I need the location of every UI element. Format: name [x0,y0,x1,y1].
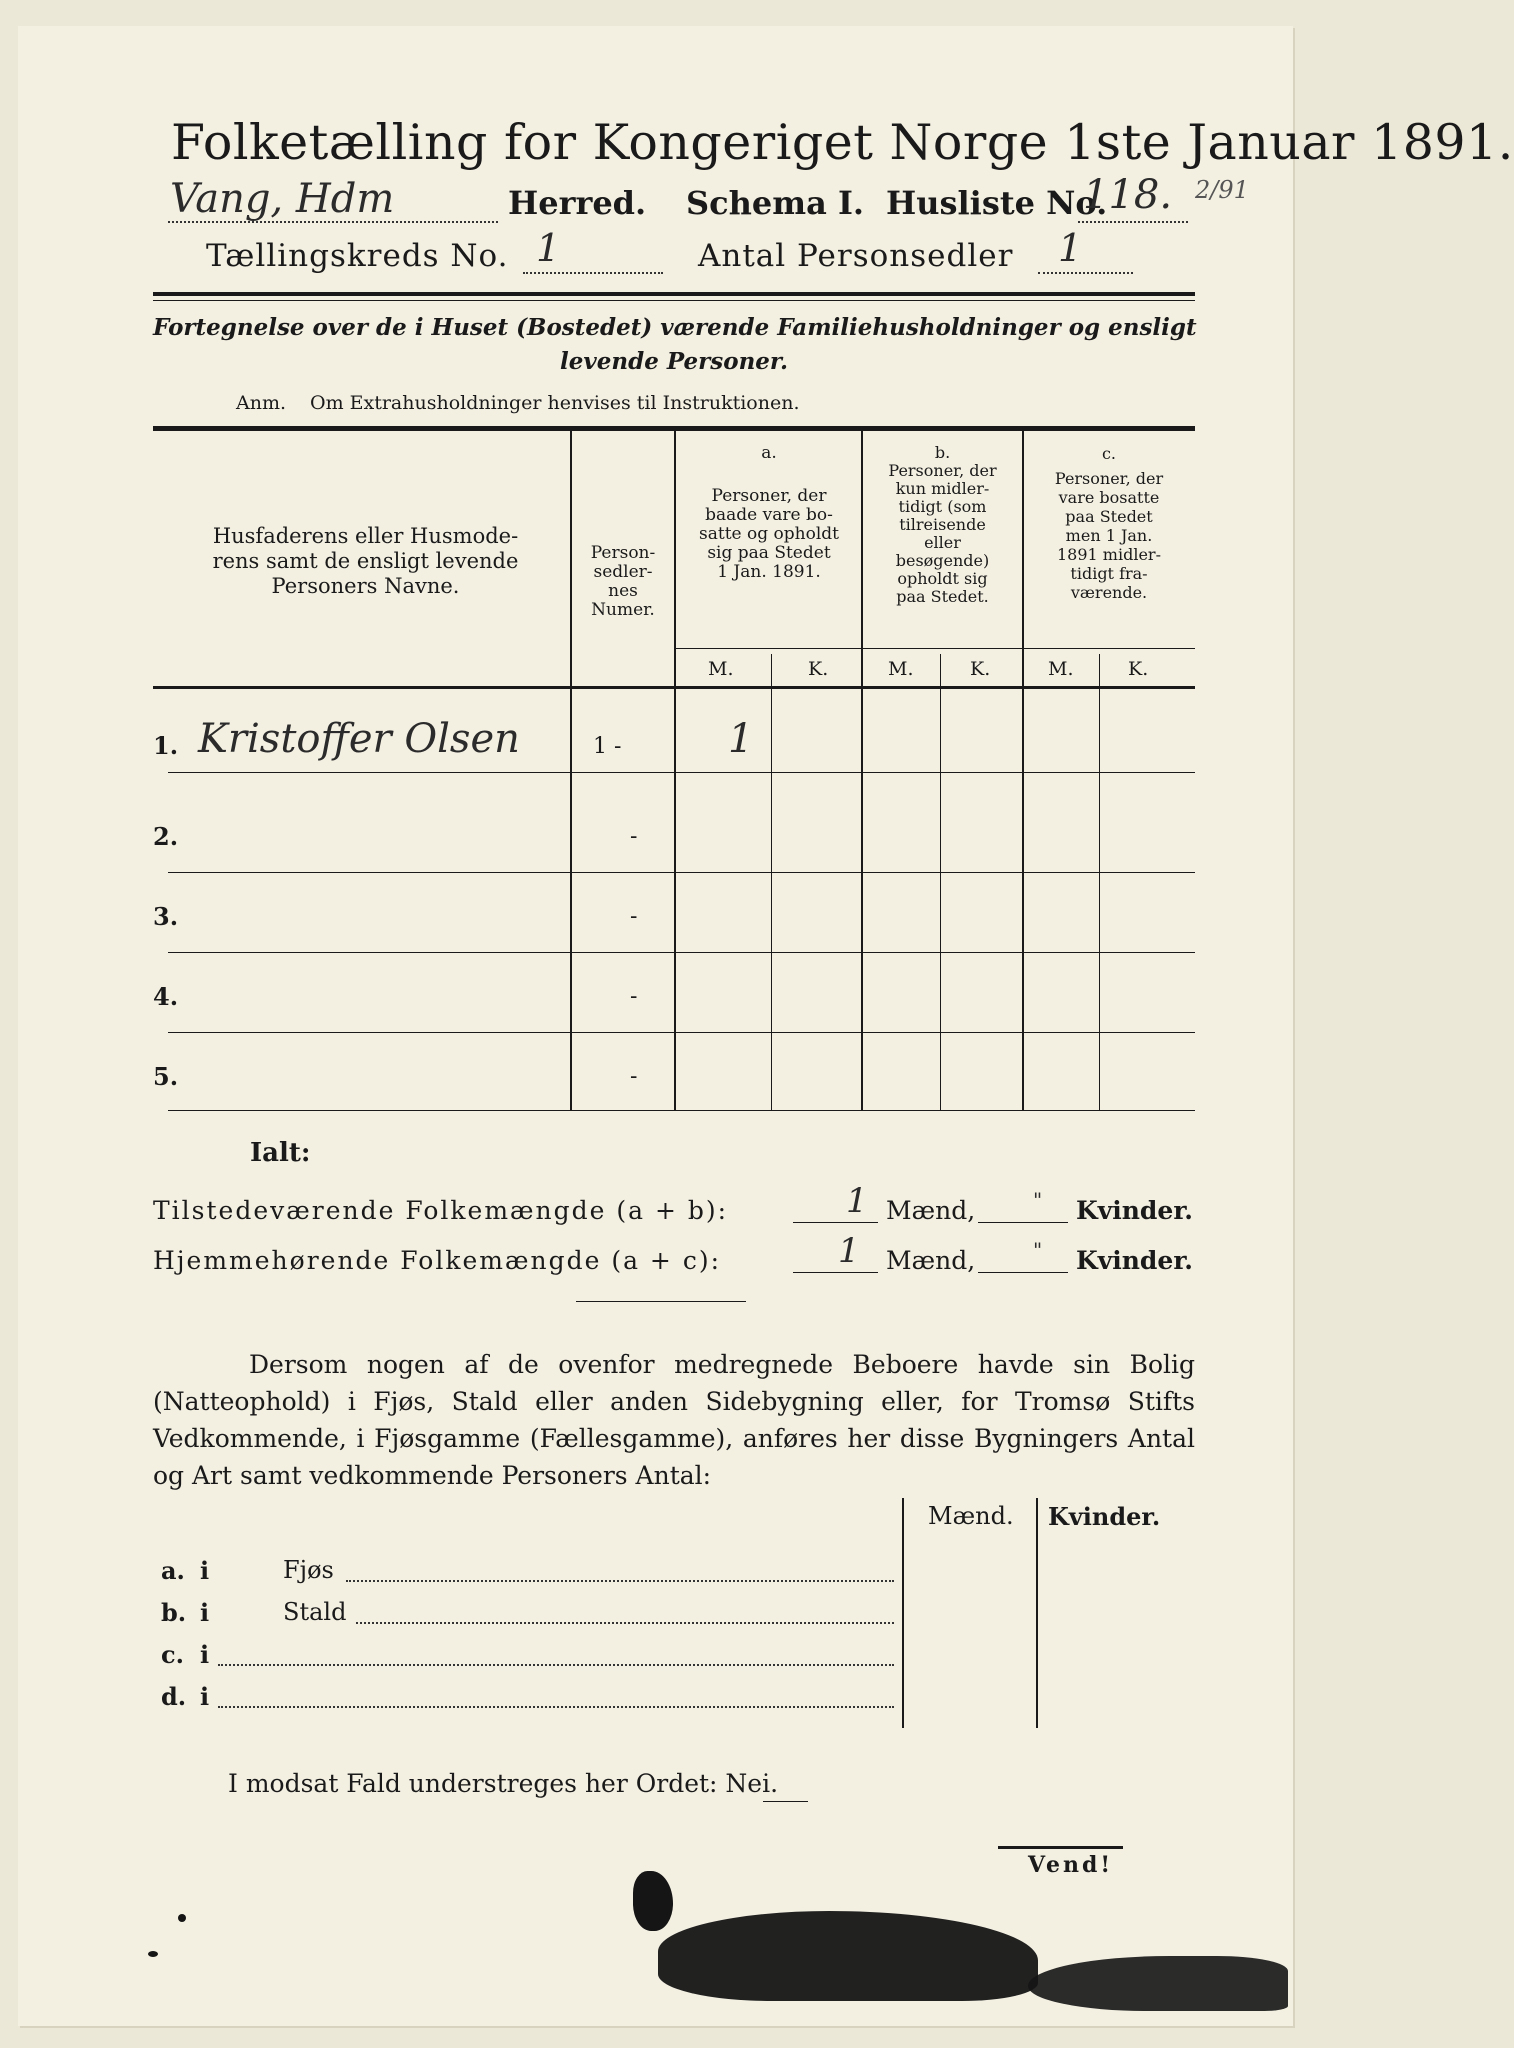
antal-dotted-line [1038,272,1133,274]
section-separator [576,1301,746,1302]
sub-divider-c [1099,654,1100,1111]
col-divider-a [861,431,863,1111]
kreds-dotted-line [523,272,663,274]
row-rule [168,952,1195,953]
bygning-i: i [200,1640,210,1669]
header-name-line: Personers Navne. [271,574,460,598]
header-a-line: Personer, der [711,486,827,506]
row-rule [168,772,1195,773]
ink-spot [148,1951,158,1957]
row-personseddel-num: - [630,904,638,929]
bygning-dotted-line [356,1622,894,1624]
sub-b-k: K. [970,658,991,680]
bygning-col-kvinder: Kvinder. [1048,1502,1161,1531]
row-rule [168,872,1195,873]
bygning-letter: c. [161,1640,184,1669]
header-c-line: men 1 Jan. [1065,526,1153,545]
modsat-text: I modsat Fald understreges her Ordet: Nei. [228,1769,779,1798]
ink-blot [1028,1956,1288,2011]
vend-rule [998,1846,1123,1849]
sub-a-m: M. [708,658,734,680]
header-c-line: Personer, der [1054,469,1164,488]
row-number: 1. [153,731,179,760]
row-rule [168,1032,1195,1033]
header-a-line: 1 Jan. 1891. [717,562,821,582]
header-b-line: kun midler- [895,479,990,498]
row-name: Kristoffer Olsen [198,716,520,762]
header-col-c [1024,444,1194,602]
bygning-col-divider-2 [1036,1498,1038,1728]
header-num-col [574,544,672,620]
schema-label: Schema I. [686,184,865,222]
census-form [18,26,1514,2026]
header-c-line: værende. [1070,583,1148,602]
row-number: 4. [153,982,179,1011]
husliste-label: Husliste No. [886,184,1108,222]
tilst-kvinder-value: " [1033,1188,1043,1212]
header-b-line: tilreisende [899,515,986,534]
hjem-kvinder-line [978,1272,1068,1273]
herred-value: Vang, Hdm [170,176,395,222]
bygning-i: i [200,1682,210,1711]
col-divider-name [570,431,572,1111]
anm-text: Om Extrahusholdninger henvises til Instruktionen. [310,392,800,414]
bygning-dotted-line [346,1580,894,1582]
nei-underline [763,1801,808,1802]
intro-line-1: Fortegnelse over de i Huset (Bostedet) værende Familiehusholdninger og ensligt [153,314,1197,341]
header-num-line: Person- [590,543,656,563]
sub-a-k: K. [808,658,829,680]
bygning-col-divider-1 [902,1498,904,1728]
bygning-paragraph: Dersom nogen af de ovenfor medregnede Beboere havde sin Bolig (Natteophold) i Fjøs, Stald eller anden Sidebygning eller, for Tromsø Stifts Vedkommende, i Fjøsgamme (Fællesgamme), anføres her disse Bygningers Antal og Art samt vedkommende Personers Antal: [153,1350,1195,1490]
bygning-i: i [200,1556,210,1585]
header-name-line: rens samt de ensligt levende [212,549,519,573]
tilst-kvinder-label: Kvinder. [1076,1196,1193,1225]
header-b-line: eller [924,533,961,552]
header-col-a [678,444,860,582]
row-number: 5. [153,1062,179,1091]
bygning-i: i [200,1598,210,1627]
header-a-letter: a. [761,443,777,463]
herred-dotted-line [168,221,498,223]
header-c-line: 1891 midler- [1057,545,1161,564]
husliste-dotted-line [1078,221,1188,223]
row-personseddel-num: 1 - [593,734,622,759]
header-col-b [864,444,1021,606]
header-c-line: tidigt fra- [1070,564,1148,583]
husliste-value: 118. [1083,172,1173,218]
header-rule-thin [153,300,1195,301]
hjem-maend-line [793,1272,878,1273]
bygning-letter: d. [161,1682,187,1711]
header-b-line: besøgende) [895,551,990,570]
header-name-line: Husfaderens eller Husmode- [212,524,519,548]
sub-c-k: K. [1128,658,1149,680]
anm-label: Anm. [236,392,287,414]
header-name-col [168,524,563,599]
bygning-letter: a. [161,1556,185,1585]
header-b-line: paa Stedet. [896,587,989,606]
tilst-maend-label: Mænd, [886,1196,976,1225]
sub-c-m: M. [1048,658,1074,680]
row-a-m-value: 1 [728,716,754,762]
hjem-label: Hjemmehørende Folkemængde (a + c): [153,1246,721,1275]
tilst-maend-line [793,1222,878,1223]
header-b-line: Personer, der [888,461,997,480]
row-number: 3. [153,902,179,931]
hjem-maend-value: 1 [838,1231,860,1271]
header-c-line: vare bosatte [1058,488,1160,507]
row-personseddel-num: - [630,824,638,849]
header-num-line: sedler- [593,562,653,582]
sub-header-rule [676,648,1195,649]
row-number: 2. [153,822,179,851]
sub-b-m: M. [888,658,914,680]
herred-label: Herred. [508,184,647,222]
ialt-label: Ialt: [250,1138,311,1168]
ink-spot [178,1914,186,1922]
header-num-line: Numer. [591,600,655,620]
form-title: Folketælling for Kongeriget Norge 1ste Januar 1891. [171,114,1514,171]
antal-label: Antal Personsedler [698,238,1014,274]
kreds-value: 1 [536,226,561,270]
header-c-letter: c. [1101,444,1117,463]
header-rule-thick [153,292,1195,296]
vend-label: Vend! [1028,1852,1114,1878]
bygning-dotted-line [218,1664,894,1666]
hjem-maend-label: Mænd, [886,1246,976,1275]
bygning-col-maend: Mænd. [928,1502,1014,1530]
ink-blot [633,1871,673,1931]
antal-value: 1 [1058,226,1083,270]
header-b-letter: b. [934,443,951,462]
bygning-dotted-line [218,1706,894,1708]
col-divider-num [674,431,676,1111]
row-personseddel-num: - [630,1064,638,1089]
header-b-line: tidigt (som [898,497,987,516]
ink-blot [658,1911,1038,2001]
bygning-letter: b. [161,1598,187,1627]
row-rule [168,1110,1195,1111]
sub-divider-b [940,654,941,1111]
bygning-label: Fjøs [283,1556,334,1584]
tilst-kvinder-line [978,1222,1068,1223]
header-a-line: baade vare bo- [705,505,833,525]
margin-note: 2/91 [1195,176,1249,204]
hjem-kvinder-value: " [1033,1238,1043,1262]
intro-line-2: levende Personer. [560,348,788,375]
header-a-line: satte og opholdt [699,524,839,544]
tilst-label: Tilstedeværende Folkemængde (a + b): [153,1196,729,1225]
header-num-line: nes [608,581,638,601]
header-b-line: opholdt sig [897,569,988,588]
kreds-label: Tællingskreds No. [206,238,509,274]
sub-divider-a [771,654,772,1111]
header-a-line: sig paa Stedet [707,543,831,563]
tilst-maend-value: 1 [846,1181,868,1221]
bygning-label: Stald [283,1598,347,1626]
row-personseddel-num: - [630,984,638,1009]
header-c-line: paa Stedet [1065,507,1153,526]
hjem-kvinder-label: Kvinder. [1076,1246,1193,1275]
